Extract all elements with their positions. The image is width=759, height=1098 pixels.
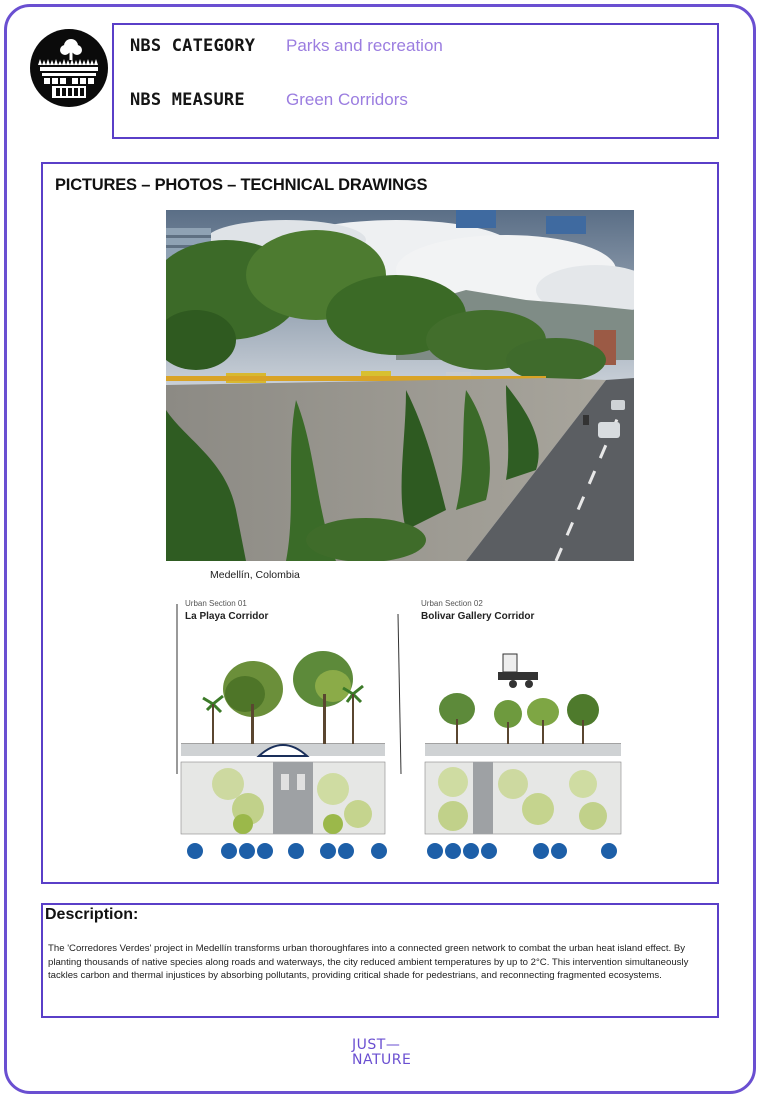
section-1-kicker: Urban Section 01 <box>185 599 247 608</box>
category-label: NBS CATEGORY <box>130 36 256 56</box>
medellin-corridor-photo <box>166 210 634 561</box>
mobility-pictograms <box>187 843 617 859</box>
section-1-plan <box>181 762 385 834</box>
measure-value: Green Corridors <box>286 90 408 109</box>
measure-row <box>130 90 408 110</box>
nbs-meta-box <box>112 23 719 139</box>
description-section <box>41 903 719 1018</box>
category-row <box>130 36 443 56</box>
category-value: Parks and recreation <box>286 36 443 55</box>
just-nature-logo <box>352 1038 416 1068</box>
description-title: Description: <box>45 906 139 923</box>
urban-section-drawings <box>173 594 633 866</box>
section-2-elevation <box>425 654 621 756</box>
pictures-title: PICTURES – PHOTOS – TECHNICAL DRAWINGS <box>55 176 428 194</box>
photo-caption: Medellín, Colombia <box>210 569 300 581</box>
brand-line-1: JUST— <box>352 1037 401 1053</box>
description-text: The 'Corredores Verdes' project in Medellín transforms urban thoroughfares into a connected green network to combat the urban heat island effect. By planting thousands of native species along roads and waterways, the city reduced ambient temperatures by up to 2°C. This intervention simultaneously tackles carbon and thermal injustices by absorbing pollutants, providing critical shade for pedestrians, and reconnecting fragmented ecosystems. <box>48 943 689 981</box>
section-2-kicker: Urban Section 02 <box>421 599 483 608</box>
section-1-elevation <box>181 651 385 756</box>
park-building-icon <box>30 29 108 107</box>
section-2-title: Bolivar Gallery Corridor <box>421 611 535 622</box>
measure-label: NBS MEASURE <box>130 90 245 110</box>
section-2-plan <box>425 762 621 834</box>
brand-line-2: NATURE <box>352 1052 412 1068</box>
section-1-title: La Playa Corridor <box>185 611 269 622</box>
pictures-section <box>41 162 719 884</box>
